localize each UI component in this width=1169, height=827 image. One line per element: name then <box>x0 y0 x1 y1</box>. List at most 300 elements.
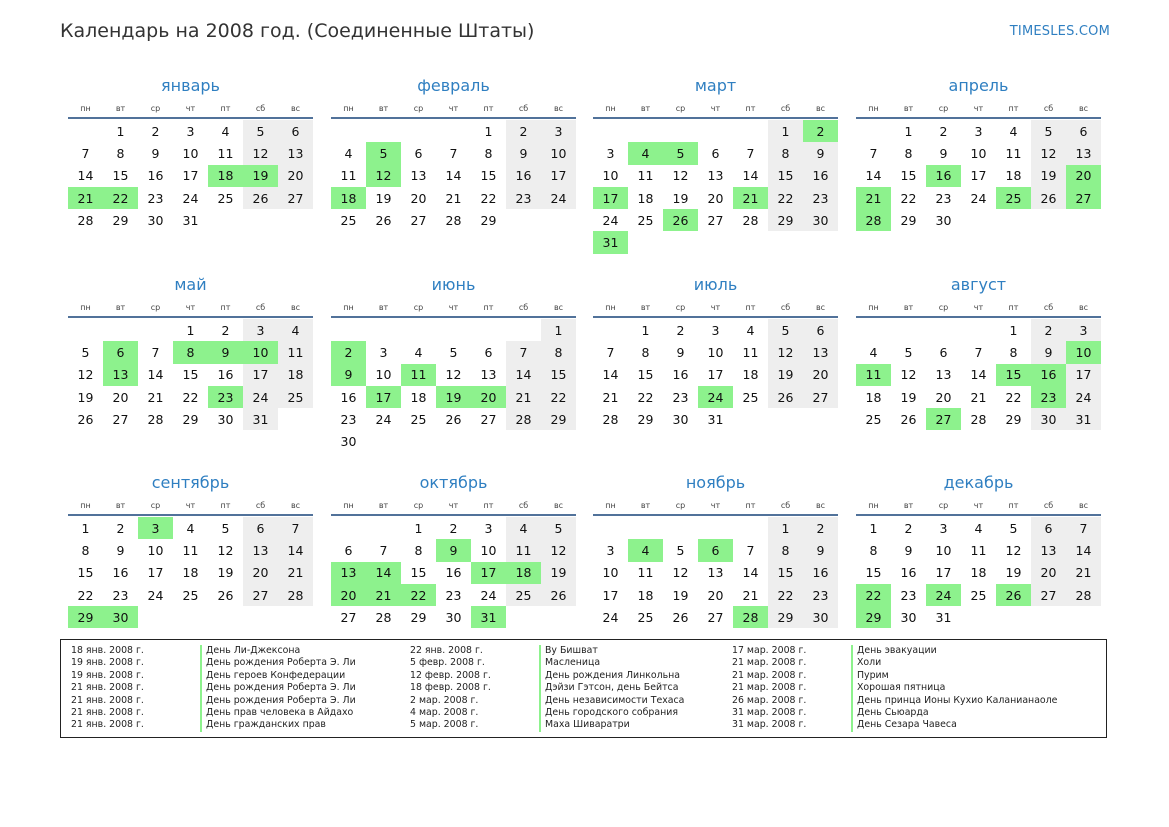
legend-name-column <box>851 645 1057 732</box>
day-cell: 6 <box>1031 517 1066 539</box>
day-cell: 29 <box>900 212 917 228</box>
day-cell: 29 <box>1005 411 1022 427</box>
day-cell: 20 <box>935 389 952 405</box>
day-cell: 26 <box>672 609 689 625</box>
day-cell: 24 <box>926 584 961 606</box>
day-cell: 27 <box>1066 187 1101 209</box>
month-name: май <box>174 275 207 294</box>
day-cell: 22 <box>103 187 138 209</box>
day-cell: 8 <box>81 542 90 558</box>
day-cell: 30 <box>1031 408 1066 430</box>
weekday-label: вс <box>553 104 564 113</box>
week-row <box>856 165 1101 187</box>
day-cell: 21 <box>856 187 891 209</box>
holiday-legend <box>60 639 1107 738</box>
day-cell: 6 <box>803 319 838 341</box>
empty-day-cell <box>541 606 576 628</box>
day-cell: 1 <box>541 319 576 341</box>
weekday-label: ср <box>150 303 161 312</box>
empty-day-cell <box>506 319 541 341</box>
day-cell: 26 <box>243 187 278 209</box>
legend-date: 22 янв. 2008 г. <box>410 645 483 656</box>
day-cell: 10 <box>1066 341 1101 363</box>
day-cell: 9 <box>676 344 685 360</box>
weekday-label: пт <box>483 303 494 312</box>
day-cell: 19 <box>541 562 576 584</box>
legend-holiday-name: Хорошая пятница <box>851 682 1057 694</box>
legend-holiday-name: День независимости Техаса <box>539 695 684 707</box>
empty-day-cell <box>663 517 698 539</box>
legend-holiday-name: Маха Шиваратри <box>539 719 684 731</box>
week-row <box>856 319 1101 341</box>
day-cell: 5 <box>449 344 458 360</box>
weekday-label: ср <box>413 501 424 510</box>
day-cell: 19 <box>900 389 917 405</box>
day-cell: 1 <box>641 322 650 338</box>
weekday-header <box>331 497 576 514</box>
day-cell: 27 <box>707 609 724 625</box>
weekday-label: пн <box>605 104 616 113</box>
day-cell: 5 <box>1009 520 1018 536</box>
empty-day-cell <box>436 430 471 452</box>
weekday-label: сб <box>780 104 791 113</box>
empty-day-cell <box>1031 606 1066 628</box>
empty-day-cell <box>243 606 278 628</box>
empty-day-cell <box>1066 209 1101 231</box>
day-cell: 28 <box>602 411 619 427</box>
week-row <box>68 165 313 187</box>
empty-day-cell <box>768 231 803 253</box>
weekday-label: вс <box>815 501 826 510</box>
day-cell: 20 <box>707 587 724 603</box>
day-cell: 3 <box>243 319 278 341</box>
day-cell: 2 <box>449 520 458 536</box>
day-cell: 3 <box>541 120 576 142</box>
day-cell: 21 <box>278 562 313 584</box>
weekday-label: пн <box>605 501 616 510</box>
day-cell: 1 <box>768 120 803 142</box>
month-rule <box>68 117 313 119</box>
month-rule <box>331 117 576 119</box>
week-row <box>593 584 838 606</box>
day-cell: 16 <box>900 565 917 581</box>
month-name: июнь <box>431 275 476 294</box>
day-cell: 17 <box>602 587 619 603</box>
day-cell: 26 <box>663 209 698 231</box>
weekday-label: вт <box>115 303 126 312</box>
day-cell: 28 <box>375 609 392 625</box>
empty-day-cell <box>103 319 138 341</box>
empty-day-cell <box>471 430 506 452</box>
day-cell: 1 <box>484 123 493 139</box>
day-cell: 11 <box>637 168 654 184</box>
empty-day-cell <box>961 606 996 628</box>
day-cell: 7 <box>606 344 615 360</box>
day-cell: 7 <box>81 145 90 161</box>
day-cell: 20 <box>471 386 506 408</box>
day-cell: 5 <box>366 142 401 164</box>
day-cell: 29 <box>480 212 497 228</box>
weekday-label: сб <box>780 501 791 510</box>
weekday-label: пт <box>220 501 231 510</box>
month-name: февраль <box>417 76 490 95</box>
weekday-header <box>856 497 1101 514</box>
day-cell: 19 <box>436 386 471 408</box>
empty-day-cell <box>996 606 1031 628</box>
weekday-label: чт <box>973 501 984 510</box>
day-cell: 9 <box>208 341 243 363</box>
day-cell: 19 <box>243 165 278 187</box>
day-cell: 26 <box>900 411 917 427</box>
day-cell: 24 <box>602 212 619 228</box>
empty-day-cell <box>366 430 401 452</box>
legend-holiday-name: Ву Бишват <box>539 645 684 657</box>
week-row <box>856 142 1101 164</box>
month-11 <box>593 473 838 628</box>
month-name: октябрь <box>419 473 488 492</box>
day-cell: 14 <box>742 565 759 581</box>
day-cell: 8 <box>869 542 878 558</box>
day-cell: 24 <box>182 190 199 206</box>
legend-date: 19 янв. 2008 г. <box>71 657 144 669</box>
day-cell: 21 <box>970 389 987 405</box>
weekday-header <box>593 100 838 117</box>
weekday-label: вт <box>640 501 651 510</box>
legend-date: 5 мар. 2008 г. <box>410 719 479 731</box>
day-cell: 23 <box>340 411 357 427</box>
weekday-label: пт <box>1008 501 1019 510</box>
day-cell: 9 <box>151 145 160 161</box>
week-row <box>331 341 576 363</box>
day-cell: 22 <box>401 584 436 606</box>
week-row <box>856 364 1101 386</box>
week-row <box>593 562 838 584</box>
day-cell: 4 <box>869 344 878 360</box>
weekday-label: пт <box>220 303 231 312</box>
month-9 <box>68 473 313 628</box>
day-cell: 8 <box>904 145 913 161</box>
empty-day-cell <box>926 319 961 341</box>
day-cell: 24 <box>698 386 733 408</box>
day-cell: 11 <box>401 364 436 386</box>
legend-date-column <box>410 645 491 732</box>
weekday-label: чт <box>448 104 459 113</box>
month-name: сентябрь <box>151 473 230 492</box>
day-cell: 24 <box>541 187 576 209</box>
empty-day-cell <box>628 517 663 539</box>
day-cell: 27 <box>803 386 838 408</box>
month-6 <box>331 275 576 453</box>
week-row <box>856 187 1101 209</box>
day-cell: 16 <box>217 367 234 383</box>
week-row <box>68 209 313 231</box>
day-cell: 25 <box>506 584 541 606</box>
day-cell: 27 <box>112 411 129 427</box>
day-cell: 3 <box>1066 319 1101 341</box>
day-cell: 23 <box>803 187 838 209</box>
week-row <box>68 187 313 209</box>
day-cell: 28 <box>506 408 541 430</box>
day-cell: 25 <box>340 212 357 228</box>
day-cell: 22 <box>900 190 917 206</box>
legend-holiday-name: День Ли-Джексона <box>200 645 356 657</box>
day-cell: 20 <box>278 165 313 187</box>
day-cell: 25 <box>637 212 654 228</box>
day-cell: 17 <box>243 364 278 386</box>
day-cell: 6 <box>939 344 948 360</box>
legend-holiday-name: День эвакуации <box>851 645 1057 657</box>
weekday-label: вс <box>1078 303 1089 312</box>
empty-day-cell <box>436 120 471 142</box>
brand-link[interactable]: TIMESLES.COM <box>1009 24 1110 39</box>
empty-day-cell <box>506 430 541 452</box>
legend-date: 4 мар. 2008 г. <box>410 706 479 718</box>
day-cell: 8 <box>414 542 423 558</box>
empty-day-cell <box>138 319 173 341</box>
day-cell: 15 <box>768 165 803 187</box>
week-row <box>68 120 313 142</box>
day-cell: 20 <box>410 190 427 206</box>
day-cell: 29 <box>68 606 103 628</box>
empty-day-cell <box>803 408 838 430</box>
week-row <box>68 517 313 539</box>
day-cell: 6 <box>344 542 353 558</box>
week-row <box>331 606 576 628</box>
weekday-label: пт <box>745 303 756 312</box>
month-3 <box>593 76 838 254</box>
day-cell: 17 <box>541 165 576 187</box>
empty-day-cell <box>68 319 103 341</box>
day-cell: 31 <box>471 606 506 628</box>
day-cell: 18 <box>742 367 759 383</box>
weekday-label: ср <box>150 501 161 510</box>
legend-date: 18 янв. 2008 г. <box>71 645 144 656</box>
weekday-label: вт <box>640 303 651 312</box>
weekday-header <box>593 299 838 316</box>
day-cell: 11 <box>340 168 357 184</box>
day-cell: 4 <box>974 520 983 536</box>
month-name: декабрь <box>943 473 1014 492</box>
day-cell: 17 <box>471 562 506 584</box>
week-row <box>593 142 838 164</box>
day-cell: 27 <box>340 609 357 625</box>
month-4 <box>856 76 1101 231</box>
week-row <box>593 319 838 341</box>
legend-date: 19 янв. 2008 г. <box>71 669 144 681</box>
weekday-label: вт <box>640 104 651 113</box>
day-cell: 14 <box>602 367 619 383</box>
legend-holiday-name: День рождения Роберта Э. Ли <box>200 695 356 707</box>
day-cell: 7 <box>506 341 541 363</box>
day-cell: 23 <box>112 587 129 603</box>
day-cell: 6 <box>1066 120 1101 142</box>
day-cell: 4 <box>186 520 195 536</box>
day-cell: 12 <box>366 165 401 187</box>
day-cell: 18 <box>208 165 243 187</box>
day-cell: 11 <box>970 542 987 558</box>
day-cell: 10 <box>707 344 724 360</box>
empty-day-cell <box>593 319 628 341</box>
weekday-label: сб <box>1043 104 1054 113</box>
day-cell: 3 <box>606 145 615 161</box>
day-cell: 13 <box>410 168 427 184</box>
weekday-label: пн <box>868 104 879 113</box>
day-cell: 15 <box>637 367 654 383</box>
day-cell: 4 <box>628 142 663 164</box>
weekday-label: пн <box>80 501 91 510</box>
month-name: ноябрь <box>685 473 746 492</box>
day-cell: 1 <box>869 520 878 536</box>
day-cell: 13 <box>707 168 724 184</box>
day-cell: 23 <box>1031 386 1066 408</box>
empty-day-cell <box>803 231 838 253</box>
day-cell: 11 <box>742 344 759 360</box>
week-row <box>331 539 576 561</box>
week-row <box>856 341 1101 363</box>
day-cell: 29 <box>182 411 199 427</box>
day-cell: 13 <box>1031 539 1066 561</box>
day-cell: 26 <box>375 212 392 228</box>
empty-day-cell <box>138 606 173 628</box>
day-cell: 24 <box>1066 386 1101 408</box>
weekday-label: чт <box>185 104 196 113</box>
weekday-label: ср <box>675 104 686 113</box>
day-cell: 23 <box>506 187 541 209</box>
weekday-label: пн <box>80 104 91 113</box>
day-cell: 12 <box>77 367 94 383</box>
weekday-label: пн <box>605 303 616 312</box>
day-cell: 7 <box>869 145 878 161</box>
day-cell: 30 <box>217 411 234 427</box>
weekday-label: пн <box>868 303 879 312</box>
day-cell: 4 <box>221 123 230 139</box>
weekday-label: чт <box>185 501 196 510</box>
empty-day-cell <box>541 209 576 231</box>
day-cell: 26 <box>996 584 1031 606</box>
month-1 <box>68 76 313 231</box>
day-cell: 16 <box>803 165 838 187</box>
weekday-label: ср <box>675 501 686 510</box>
day-cell: 28 <box>742 212 759 228</box>
day-cell: 4 <box>506 517 541 539</box>
day-cell: 31 <box>593 231 628 253</box>
day-cell: 19 <box>1031 165 1066 187</box>
day-cell: 13 <box>707 565 724 581</box>
day-cell: 13 <box>480 367 497 383</box>
day-cell: 25 <box>182 587 199 603</box>
month-rule <box>593 117 838 119</box>
day-cell: 25 <box>217 190 234 206</box>
day-cell: 10 <box>480 542 497 558</box>
day-cell: 5 <box>676 542 685 558</box>
day-cell: 19 <box>217 565 234 581</box>
weekday-header <box>856 299 1101 316</box>
week-row <box>593 408 838 430</box>
day-cell: 2 <box>116 520 125 536</box>
day-cell: 17 <box>366 386 401 408</box>
day-cell: 17 <box>970 168 987 184</box>
day-cell: 19 <box>375 190 392 206</box>
month-rule <box>593 514 838 516</box>
day-cell: 11 <box>856 364 891 386</box>
day-cell: 7 <box>746 145 755 161</box>
day-cell: 27 <box>1031 584 1066 606</box>
day-cell: 3 <box>379 344 388 360</box>
day-cell: 4 <box>414 344 423 360</box>
weekday-label: вс <box>290 303 301 312</box>
empty-day-cell <box>663 120 698 142</box>
month-2 <box>331 76 576 231</box>
day-cell: 1 <box>81 520 90 536</box>
day-cell: 28 <box>445 212 462 228</box>
weekday-label: чт <box>973 104 984 113</box>
month-10 <box>331 473 576 628</box>
empty-day-cell <box>768 408 803 430</box>
month-name: январь <box>161 76 220 95</box>
week-row <box>593 517 838 539</box>
day-cell: 27 <box>926 408 961 430</box>
day-cell: 19 <box>77 389 94 405</box>
legend-date: 21 янв. 2008 г. <box>71 682 144 694</box>
day-cell: 16 <box>506 165 541 187</box>
empty-day-cell <box>593 517 628 539</box>
empty-day-cell <box>733 517 768 539</box>
day-cell: 16 <box>1031 364 1066 386</box>
day-cell: 18 <box>506 562 541 584</box>
day-cell: 14 <box>1066 539 1101 561</box>
day-cell: 18 <box>865 389 882 405</box>
day-cell: 21 <box>68 187 103 209</box>
day-cell: 5 <box>1031 120 1066 142</box>
day-cell: 14 <box>970 367 987 383</box>
day-cell: 15 <box>768 562 803 584</box>
weekday-label: сб <box>255 104 266 113</box>
weekday-label: пт <box>483 501 494 510</box>
empty-day-cell <box>891 319 926 341</box>
day-cell: 5 <box>541 517 576 539</box>
day-cell: 30 <box>147 212 164 228</box>
empty-day-cell <box>593 120 628 142</box>
month-name: март <box>694 76 737 95</box>
weekday-label: вт <box>903 104 914 113</box>
day-cell: 21 <box>602 389 619 405</box>
empty-day-cell <box>366 120 401 142</box>
day-cell: 6 <box>103 341 138 363</box>
day-cell: 30 <box>103 606 138 628</box>
day-cell: 2 <box>676 322 685 338</box>
day-cell: 22 <box>768 187 803 209</box>
weekday-header <box>856 100 1101 117</box>
month-rule <box>593 316 838 318</box>
weekday-header <box>593 497 838 514</box>
day-cell: 29 <box>768 209 803 231</box>
day-cell: 24 <box>147 587 164 603</box>
day-cell: 25 <box>742 389 759 405</box>
empty-day-cell <box>1031 209 1066 231</box>
day-cell: 15 <box>77 565 94 581</box>
day-cell: 24 <box>375 411 392 427</box>
day-cell: 18 <box>637 190 654 206</box>
day-cell: 21 <box>742 587 759 603</box>
day-cell: 26 <box>77 411 94 427</box>
day-cell: 8 <box>116 145 125 161</box>
day-cell: 27 <box>410 212 427 228</box>
weekday-label: вт <box>378 303 389 312</box>
day-cell: 28 <box>77 212 94 228</box>
day-cell: 18 <box>1005 168 1022 184</box>
day-cell: 12 <box>672 168 689 184</box>
month-rule <box>331 316 576 318</box>
